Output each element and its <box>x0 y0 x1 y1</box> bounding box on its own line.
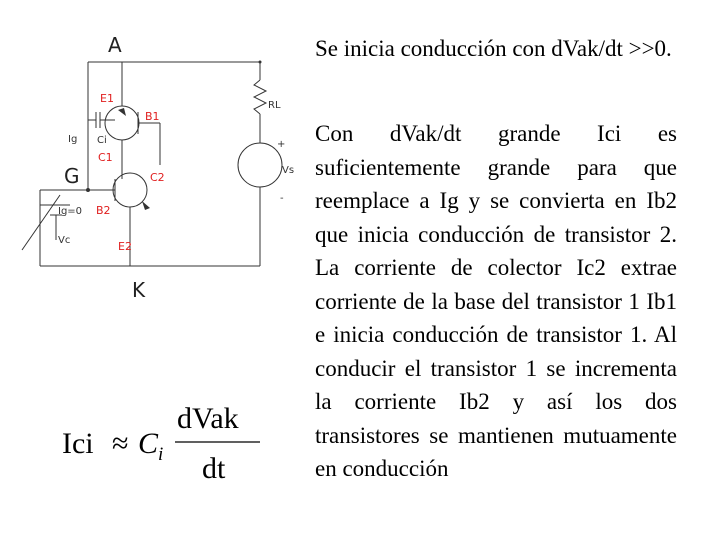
plus-sign: + <box>277 139 286 150</box>
paragraph-intro: Se inicia conducción con dVak/dt >>0. <box>315 36 672 61</box>
vs-label: Vs <box>282 165 295 176</box>
anode-label: A <box>108 33 122 57</box>
rl-label: RL <box>268 100 281 111</box>
paragraph-explanation: Con dVak/dt grande Ici es suficientemente grande para que reemplace a Ig y se convierta en Ib2 que inicia conducción de transistor 2. La corriente de colector Ic2 extrae corriente de la base del transistor 1 Ib1 e inicia conducción de transistor 1. Al conducir el transistor 1 se incrementa la corriente Ib2 y así los dos transistores se mantienen mutuamente en conducción <box>315 121 677 481</box>
ig0-label: Ig=0 <box>58 206 83 217</box>
c2-label: C2 <box>150 171 165 184</box>
voltage-source <box>238 143 282 187</box>
e1-label: E1 <box>100 92 114 105</box>
formula-denominator: dt <box>202 452 226 485</box>
formula-lhs: Ici <box>62 427 94 460</box>
load-resistor <box>254 80 266 114</box>
c1-label: C1 <box>98 151 113 164</box>
vc-label: Vc <box>58 235 71 246</box>
minus-sign: - <box>280 193 284 204</box>
gate-label: G <box>64 164 80 188</box>
b2-label: B2 <box>96 204 111 217</box>
formula-subscript: i <box>158 444 164 465</box>
formula-numerator: dVak <box>177 402 239 435</box>
b1-label: B1 <box>145 110 160 123</box>
ci-label: Ci <box>97 135 107 146</box>
transistor-2 <box>113 173 147 207</box>
ig-label: Ig <box>68 134 78 145</box>
cathode-label: K <box>132 278 146 302</box>
formula-c: C <box>138 427 159 460</box>
circuit-dots <box>86 61 262 193</box>
formula <box>50 390 300 500</box>
formula-approx: ≈ <box>112 427 129 460</box>
e2-label: E2 <box>118 240 132 253</box>
thyristor-circuit-diagram <box>0 0 310 320</box>
